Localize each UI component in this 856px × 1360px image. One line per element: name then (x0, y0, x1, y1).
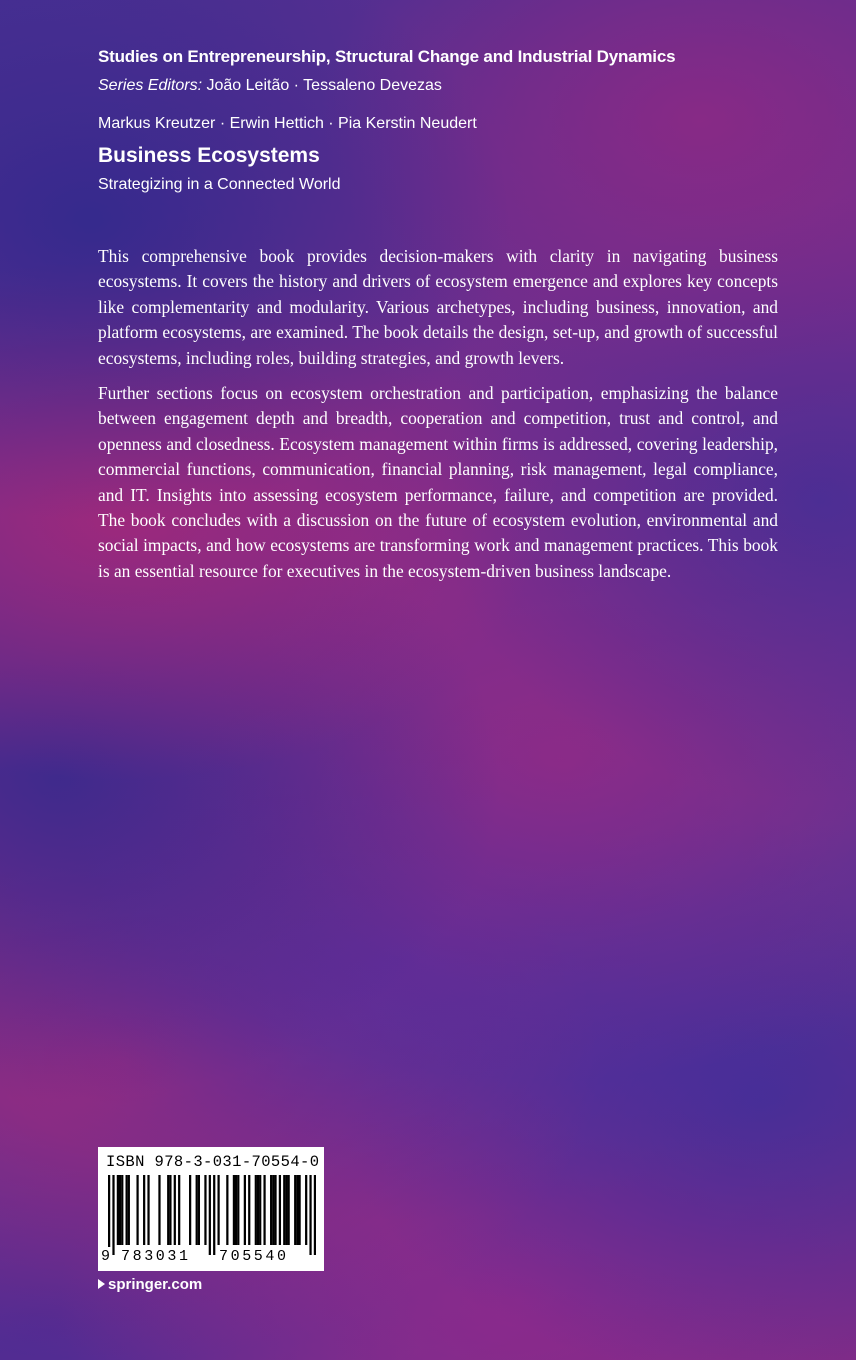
barcode-digit-lead: 9 (101, 1248, 111, 1265)
series-editors-names: João Leitão · Tessaleno Devezas (206, 77, 442, 94)
publisher-website: springer.com (108, 1276, 203, 1293)
barcode-bar (217, 1175, 219, 1245)
publisher-link[interactable] (98, 1276, 202, 1293)
description-paragraph: This comprehensive book provides decision-makers with clarity in navigating business ecosystems. It covers the history and drivers of ecosystem emergence and explores key concepts like complementarity and modularity. Various archetypes, including business, innovation, and platform ecosystems, are examined. The book details the design, set-up, and growth of successful ecosystems, including roles, building strategies, and growth levers. (98, 246, 778, 368)
barcode-bar (143, 1175, 145, 1245)
barcode-bar (126, 1175, 128, 1245)
barcode-bar (174, 1175, 176, 1245)
book-description (98, 244, 778, 594)
book-title: Business Ecosystems (98, 144, 320, 167)
barcode-bar (283, 1175, 285, 1245)
barcode-bar (136, 1175, 138, 1245)
barcode-bar (272, 1175, 274, 1245)
barcode-bar (233, 1175, 235, 1245)
description-paragraph: Further sections focus on ecosystem orchestration and participation, emphasizing the balance between engagement depth and breadth, cooperation and competition, trust and control, and openness and closedness. Ecosystem management within firms is addressed, covering leadership, commercial functions, communication, financial planning, risk management, legal compliance, and IT. Insights into assessing ecosystem performance, failure, and competition are provided. The book concludes with a discussion on the future of ecosystem evolution, environmental and social impacts, and how ecosystems are transforming work and management practices. This book is an essential resource for executives in the ecosystem-driven business landscape. (98, 383, 778, 581)
barcode-bar (117, 1175, 119, 1245)
barcode-bar (226, 1175, 228, 1245)
barcode-bar (189, 1175, 191, 1245)
barcode-bar (108, 1175, 110, 1255)
isbn-label: ISBN 978-3-031-70554-0 (106, 1153, 320, 1171)
barcode-bar (198, 1175, 200, 1245)
barcode-bar (270, 1175, 272, 1245)
barcode-bars (108, 1175, 316, 1255)
book-subtitle: Strategizing in a Connected World (98, 176, 341, 193)
series-title: Studies on Entrepreneurship, Structural Change and Industrial Dynamics (98, 47, 676, 66)
barcode-bar (244, 1175, 246, 1245)
barcode-digits-left: 783031 (121, 1248, 191, 1265)
barcode-bar (235, 1175, 237, 1245)
series-editors (98, 77, 442, 95)
barcode-bar (128, 1175, 130, 1245)
barcode-bar (255, 1175, 257, 1245)
barcode-bar (259, 1175, 261, 1245)
barcode-bar (305, 1175, 307, 1245)
barcode-bar (263, 1175, 265, 1245)
barcode-bar (288, 1175, 290, 1245)
barcode-bar (314, 1175, 316, 1255)
barcode-bar (169, 1175, 171, 1245)
barcode-bar (294, 1175, 296, 1245)
series-editors-label: Series Editors: (98, 77, 203, 94)
barcode-bar (298, 1175, 300, 1245)
back-cover (98, 0, 778, 1360)
barcode-bar (121, 1175, 123, 1245)
barcode-bar (119, 1175, 121, 1245)
isbn-barcode (98, 1147, 324, 1271)
barcode-bar (158, 1175, 160, 1245)
barcode-bar (147, 1175, 149, 1245)
barcode-bar (279, 1175, 281, 1245)
barcode-bar (309, 1175, 311, 1255)
book-authors: Markus Kreutzer · Erwin Hettich · Pia Kerstin Neudert (98, 115, 477, 132)
barcode-bar (178, 1175, 180, 1245)
barcode-bar (204, 1175, 206, 1245)
barcode-bar (248, 1175, 250, 1245)
barcode-bar (209, 1175, 211, 1255)
barcode-bar (112, 1175, 114, 1255)
barcode-bar (257, 1175, 259, 1245)
barcode-bar (274, 1175, 276, 1245)
barcode-bar (196, 1175, 198, 1245)
barcode-bar (213, 1175, 215, 1255)
barcode-bar (237, 1175, 239, 1245)
barcode-bar (296, 1175, 298, 1245)
barcode-bar (167, 1175, 169, 1245)
arrow-right-icon (98, 1279, 105, 1289)
barcode-digits (98, 1247, 324, 1267)
barcode-digits-right: 705540 (219, 1248, 289, 1265)
barcode-bar (285, 1175, 287, 1245)
